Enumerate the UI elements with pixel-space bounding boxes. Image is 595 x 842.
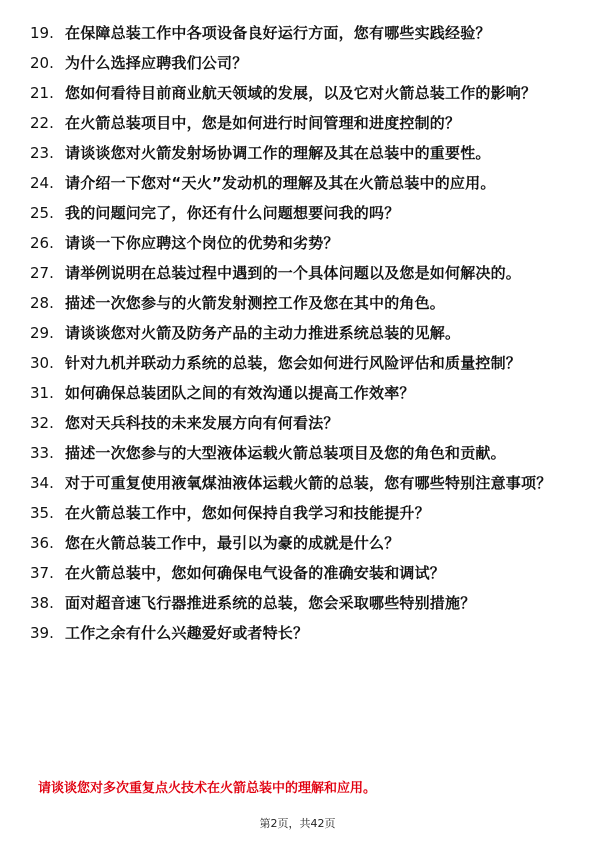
question-text: 为什么选择应聘我们公司？ — [65, 54, 248, 72]
question-item — [30, 142, 560, 164]
question-text: 您如何看待目前商业航天领域的发展，以及它对火箭总装工作的影响？ — [65, 84, 537, 102]
question-item — [30, 352, 560, 374]
question-number: 24. — [30, 174, 54, 192]
question-text: 工作之余有什么兴趣爱好或者特长？ — [65, 624, 309, 642]
question-number: 38. — [30, 594, 54, 612]
question-number: 23. — [30, 144, 54, 162]
question-number: 39. — [30, 624, 54, 642]
question-text: 在保障总装工作中各项设备良好运行方面，您有哪些实践经验？ — [65, 24, 491, 42]
question-text: 请谈谈您对火箭及防务产品的主动力推进系统总装的见解。 — [65, 324, 461, 342]
question-number: 37. — [30, 564, 54, 582]
question-number: 32. — [30, 414, 54, 432]
question-text: 面对超音速飞行器推进系统的总装，您会采取哪些特别措施？ — [65, 594, 476, 612]
question-text: 针对九机并联动力系统的总装，您会如何进行风险评估和质量控制？ — [65, 354, 522, 372]
question-number: 27. — [30, 264, 54, 282]
question-item — [30, 562, 560, 584]
question-item — [30, 232, 560, 254]
question-number: 30. — [30, 354, 54, 372]
question-text: 请谈谈您对火箭发射场协调工作的理解及其在总装中的重要性。 — [65, 144, 491, 162]
question-number: 34. — [30, 474, 54, 492]
question-number: 21. — [30, 84, 54, 102]
question-number: 36. — [30, 534, 54, 552]
question-item — [30, 622, 560, 644]
question-text: 在火箭总装工作中，您如何保持自我学习和技能提升？ — [65, 504, 430, 522]
question-number: 28. — [30, 294, 54, 312]
question-text: 我的问题问完了，你还有什么问题想要问我的吗？ — [65, 204, 400, 222]
question-text: 如何确保总装团队之间的有效沟通以提高工作效率？ — [65, 384, 415, 402]
question-item — [30, 502, 560, 524]
question-text: 您在火箭总装工作中，最引以为豪的成就是什么？ — [65, 534, 400, 552]
question-number: 22. — [30, 114, 54, 132]
question-text: 在火箭总装项目中，您是如何进行时间管理和进度控制的？ — [65, 114, 461, 132]
question-item — [30, 592, 560, 614]
question-number: 19. — [30, 24, 54, 42]
question-number: 26. — [30, 234, 54, 252]
question-text: 在火箭总装中，您如何确保电气设备的准确安装和调试？ — [65, 564, 446, 582]
question-item — [30, 262, 560, 284]
page-number: 第2页，共42页 — [259, 817, 336, 830]
question-item — [30, 412, 560, 434]
question-item — [30, 172, 560, 194]
question-item — [30, 292, 560, 314]
question-item — [30, 382, 560, 404]
question-item — [30, 202, 560, 224]
question-number: 29. — [30, 324, 54, 342]
question-list — [30, 22, 560, 652]
question-item — [30, 52, 560, 74]
question-text: 您对天兵科技的未来发展方向有何看法？ — [65, 414, 339, 432]
question-item — [30, 322, 560, 344]
question-item — [30, 112, 560, 134]
highlighted-question: 请谈谈您对多次重复点火技术在火箭总装中的理解和应用。 — [38, 781, 377, 796]
question-text: 请举例说明在总装过程中遇到的一个具体问题以及您是如何解决的。 — [65, 264, 522, 282]
question-item — [30, 472, 560, 494]
question-number: 33. — [30, 444, 54, 462]
question-number: 31. — [30, 384, 54, 402]
question-text: 请谈一下你应聘这个岗位的优势和劣势？ — [65, 234, 339, 252]
question-item — [30, 82, 560, 104]
question-text: 描述一次您参与的火箭发射测控工作及您在其中的角色。 — [65, 294, 446, 312]
question-number: 35. — [30, 504, 54, 522]
question-item — [30, 532, 560, 554]
question-text: 描述一次您参与的大型液体运载火箭总装项目及您的角色和贡献。 — [65, 444, 506, 462]
question-item — [30, 442, 560, 464]
question-number: 20. — [30, 54, 54, 72]
question-number: 25. — [30, 204, 54, 222]
question-text: 请介绍一下您对“天火”发动机的理解及其在火箭总装中的应用。 — [65, 174, 496, 192]
question-item — [30, 22, 560, 44]
question-text: 对于可重复使用液氧煤油液体运载火箭的总装，您有哪些特别注意事项？ — [65, 474, 552, 492]
